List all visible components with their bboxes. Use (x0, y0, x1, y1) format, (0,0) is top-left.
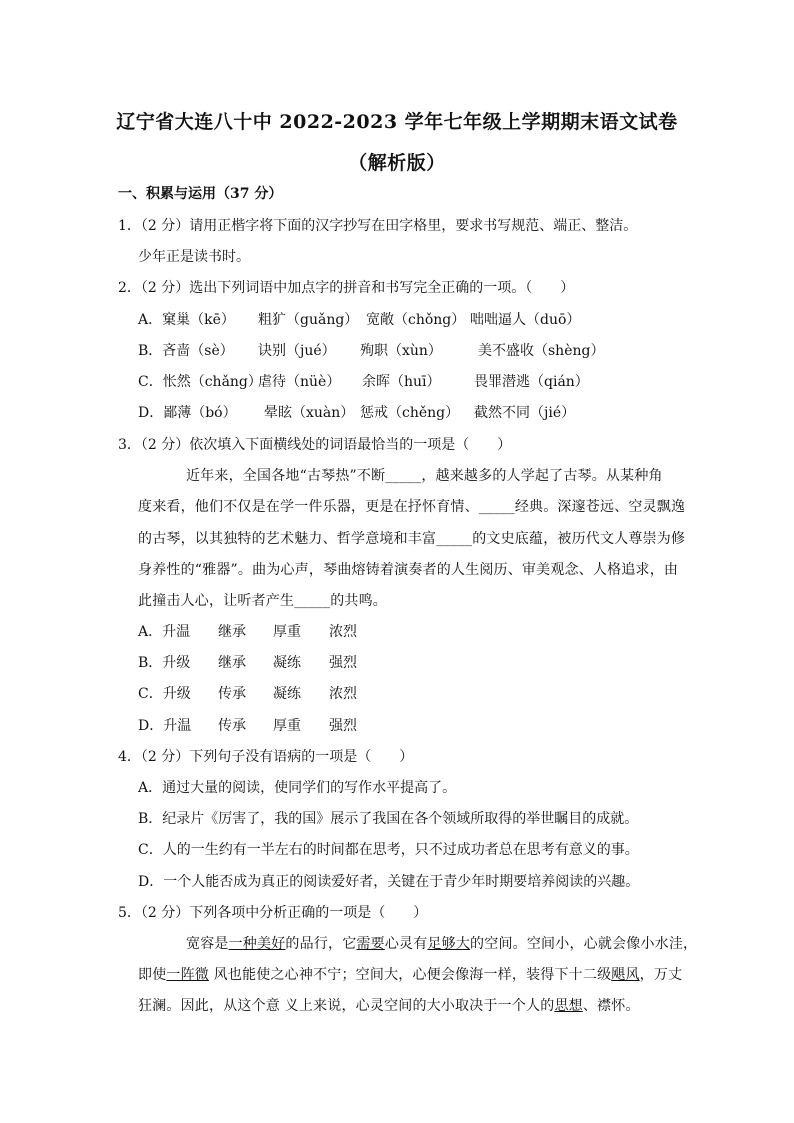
underlined-phrase: 思想 (554, 998, 583, 1014)
question-3-option-a: A．升温 继承 厚重 浓烈 (138, 624, 357, 640)
underlined-phrase: 需要 (356, 936, 385, 952)
question-5-stem: 5．（2 分）下列各项中分析正确的一项是（ ） (118, 905, 428, 921)
question-4-option-d: D．一个人能否成为真正的阅读爱好者，关键在于青少年时期要培养阅读的兴趣。 (138, 874, 640, 890)
question-3-option-b: B．升级 继承 凝练 强烈 (138, 655, 357, 671)
question-5-passage-line: 即使一阵微 风也能使之心神不宁；空间大，心便会像海一样，装得下十二级飓风，万丈 (138, 967, 683, 983)
blank: _____ (436, 531, 473, 547)
question-3-option-d: D．升温 传承 厚重 强烈 (138, 718, 357, 734)
question-3-passage-line: 此撞击人心，让听者产生_____的共鸣。 (138, 593, 388, 609)
blank: _____ (294, 593, 331, 609)
underlined-phrase: 一阵微 (166, 967, 210, 983)
question-4-option-a: A．通过大量的阅读，使同学们的写作水平提高了。 (138, 780, 457, 796)
question-4-stem: 4．（2 分）下列句子没有语病的一项是（ ） (118, 749, 414, 765)
question-2-option-c: C．怅然（chǎng）虐待（nüè） 余晖（huī） 畏罪潜逃（qián） (138, 374, 589, 390)
question-2-stem: 2．（2 分）选出下列词语中加点字的拼音和书写完全正确的一项。（ ） (118, 280, 575, 296)
underlined-phrase: 一种美好 (228, 936, 286, 952)
question-4-option-b: B．纪录片《厉害了，我的国》展示了我国在各个领域所取得的举世瞩目的成就。 (138, 811, 639, 827)
question-3-stem: 3．（2 分）依次填入下面横线处的词语最恰当的一项是（ ） (118, 437, 512, 453)
question-1-text: 少年正是读书时。 (138, 249, 250, 265)
blank: _____ (385, 468, 422, 484)
blank: _____ (478, 499, 515, 515)
document-title: 辽宁省大连八十中 2022-2023 学年七年级上学期期末语文试卷 (116, 111, 678, 133)
question-1-stem: 1．（2 分）请用正楷字将下面的汉字抄写在田字格里，要求书写规范、端正、整洁。 (118, 218, 638, 234)
document-subtitle: （解析版） (348, 152, 446, 174)
underlined-phrase: 飓风 (611, 967, 640, 983)
question-5-passage-line: 狂澜。因此，从这个意 义上来说，心灵空间的大小取决于一个人的思想、襟怀。 (138, 998, 640, 1014)
section-heading: 一、积累与运用（37 分） (118, 186, 283, 202)
question-2-option-d: D．鄙薄（bó） 晕眩（xuàn） 惩戒（chěng） 截然不同（jié） (138, 405, 576, 421)
question-5-passage-line: 宽容是一种美好的品行，它需要心灵有足够大的空间。空间小，心就会像小水洼， (186, 936, 698, 952)
question-3-passage-line: 的古琴，以其独特的艺术魅力、哲学意境和丰富_____的文史底蕴，被历代文人尊崇为修 (138, 531, 686, 547)
question-3-passage-line: 身养性的“雅器”。曲为心声，琴曲熔铸着演奏者的人生阅历、审美观念、人格追求，由 (138, 562, 679, 578)
question-3-passage-line: 近年来，全国各地“古琴热”不断_____，越来越多的人学起了古琴。从某种角 (186, 468, 663, 484)
question-2-option-b: B．吝啬（sè） 诀别（jué） 殉职（xùn） 美不盛收（shèng） (138, 343, 605, 359)
question-3-passage-line: 度来看，他们不仅是在学一件乐器，更是在抒怀育情、_____经典。深邃苍远、空灵飘逸 (138, 499, 686, 515)
question-2-option-a: A．窠巢（kē） 粗犷（guǎng） 宽敞（chǒng） 咄咄逼人（duō） (138, 312, 581, 328)
question-3-option-c: C．升级 传承 凝练 浓烈 (138, 686, 357, 702)
underlined-phrase: 足够大 (427, 936, 471, 952)
question-4-option-c: C．人的一生约有一半左右的时间都在思考，只不过成功者总在思考有意义的事。 (138, 842, 639, 858)
